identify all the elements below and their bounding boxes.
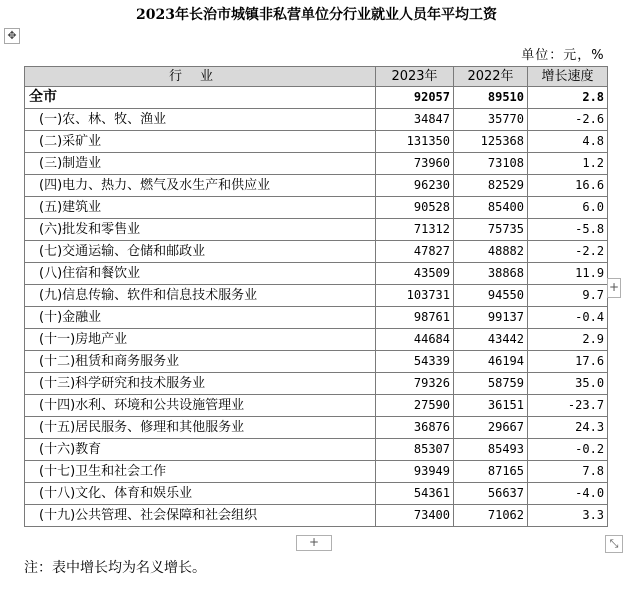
industry-name: (十三)科学研究和技术服务业: [25, 373, 376, 395]
value-2023: 93949: [376, 461, 454, 483]
growth-rate: 3.3: [528, 505, 608, 527]
total-2022: 89510: [454, 87, 528, 109]
industry-name: (十九)公共管理、社会保障和社会组织: [25, 505, 376, 527]
value-2022: 29667: [454, 417, 528, 439]
value-2023: 44684: [376, 329, 454, 351]
industry-name: (十六)教育: [25, 439, 376, 461]
growth-rate: 2.9: [528, 329, 608, 351]
growth-rate: 11.9: [528, 263, 608, 285]
value-2023: 90528: [376, 197, 454, 219]
value-2023: 54361: [376, 483, 454, 505]
table-row: [25, 461, 608, 483]
add-column-button[interactable]: +: [607, 278, 621, 298]
industry-name: (四)电力、热力、燃气及水生产和供应业: [25, 175, 376, 197]
industry-name: (一)农、林、牧、渔业: [25, 109, 376, 131]
growth-rate: 6.0: [528, 197, 608, 219]
industry-name: (三)制造业: [25, 153, 376, 175]
growth-rate: -0.2: [528, 439, 608, 461]
growth-rate: -0.4: [528, 307, 608, 329]
value-2023: 73400: [376, 505, 454, 527]
total-row: [25, 87, 608, 109]
value-2022: 48882: [454, 241, 528, 263]
value-2023: 47827: [376, 241, 454, 263]
table-move-handle-icon[interactable]: ✥: [4, 28, 20, 44]
document-title: 2023年长治市城镇非私营单位分行业就业人员年平均工资: [136, 7, 497, 23]
industry-name: (九)信息传输、软件和信息技术服务业: [25, 285, 376, 307]
value-2023: 71312: [376, 219, 454, 241]
header-2023: 2023年: [376, 67, 454, 87]
table-row: [25, 307, 608, 329]
industry-name: (十八)文化、体育和娱乐业: [25, 483, 376, 505]
value-2022: 43442: [454, 329, 528, 351]
growth-rate: 1.2: [528, 153, 608, 175]
industry-name: (十五)居民服务、修理和其他服务业: [25, 417, 376, 439]
table-row: [25, 483, 608, 505]
table-row: [25, 153, 608, 175]
header-row: [25, 67, 608, 87]
value-2023: 36876: [376, 417, 454, 439]
table-row: [25, 417, 608, 439]
value-2023: 79326: [376, 373, 454, 395]
growth-rate: -5.8: [528, 219, 608, 241]
unit-row: [25, 46, 608, 67]
value-2022: 85400: [454, 197, 528, 219]
table-row: [25, 197, 608, 219]
header-industry: 行业: [25, 67, 376, 87]
growth-rate: -2.2: [528, 241, 608, 263]
value-2023: 34847: [376, 109, 454, 131]
value-2022: 85493: [454, 439, 528, 461]
value-2022: 35770: [454, 109, 528, 131]
table-row: [25, 505, 608, 527]
table-row: [25, 373, 608, 395]
header-2022: 2022年: [454, 67, 528, 87]
value-2022: 87165: [454, 461, 528, 483]
industry-name: (十二)租赁和商务服务业: [25, 351, 376, 373]
value-2022: 99137: [454, 307, 528, 329]
growth-rate: -2.6: [528, 109, 608, 131]
growth-rate: -23.7: [528, 395, 608, 417]
header-growth: 增长速度: [528, 67, 608, 87]
industry-name: (六)批发和零售业: [25, 219, 376, 241]
value-2023: 131350: [376, 131, 454, 153]
industry-name: (二)采矿业: [25, 131, 376, 153]
value-2023: 27590: [376, 395, 454, 417]
growth-rate: 16.6: [528, 175, 608, 197]
table-row: [25, 131, 608, 153]
table-row: [25, 329, 608, 351]
table-row: [25, 351, 608, 373]
value-2022: 71062: [454, 505, 528, 527]
growth-rate: 9.7: [528, 285, 608, 307]
footnote: 注：表中增长均为名义增长。: [24, 560, 206, 576]
value-2022: 82529: [454, 175, 528, 197]
value-2022: 38868: [454, 263, 528, 285]
value-2022: 58759: [454, 373, 528, 395]
table-row: [25, 241, 608, 263]
growth-rate: 7.8: [528, 461, 608, 483]
value-2023: 103731: [376, 285, 454, 307]
value-2022: 94550: [454, 285, 528, 307]
growth-rate: 24.3: [528, 417, 608, 439]
value-2023: 43509: [376, 263, 454, 285]
growth-rate: 4.8: [528, 131, 608, 153]
industry-name: (七)交通运输、仓储和邮政业: [25, 241, 376, 263]
value-2023: 96230: [376, 175, 454, 197]
table-row: [25, 109, 608, 131]
industry-name: (十)金融业: [25, 307, 376, 329]
value-2022: 46194: [454, 351, 528, 373]
industry-name: (十四)水利、环境和公共设施管理业: [25, 395, 376, 417]
growth-rate: -4.0: [528, 483, 608, 505]
total-2023: 92057: [376, 87, 454, 109]
value-2023: 98761: [376, 307, 454, 329]
value-2023: 85307: [376, 439, 454, 461]
growth-rate: 35.0: [528, 373, 608, 395]
table-row: [25, 395, 608, 417]
table-row: [25, 219, 608, 241]
table-row: [25, 175, 608, 197]
value-2023: 73960: [376, 153, 454, 175]
value-2023: 54339: [376, 351, 454, 373]
industry-name: (十七)卫生和社会工作: [25, 461, 376, 483]
unit-label: 单位：元，%: [25, 46, 608, 67]
table-resize-handle-icon[interactable]: ⤡: [605, 535, 623, 553]
value-2022: 73108: [454, 153, 528, 175]
table-row: [25, 285, 608, 307]
value-2022: 75735: [454, 219, 528, 241]
wage-table: [24, 46, 608, 527]
table-row: [25, 263, 608, 285]
total-name: 全市: [25, 87, 376, 109]
add-row-button[interactable]: +: [296, 535, 332, 551]
industry-name: (十一)房地产业: [25, 329, 376, 351]
value-2022: 125368: [454, 131, 528, 153]
industry-name: (五)建筑业: [25, 197, 376, 219]
total-growth: 2.8: [528, 87, 608, 109]
value-2022: 56637: [454, 483, 528, 505]
value-2022: 36151: [454, 395, 528, 417]
growth-rate: 17.6: [528, 351, 608, 373]
table-row: [25, 439, 608, 461]
industry-name: (八)住宿和餐饮业: [25, 263, 376, 285]
